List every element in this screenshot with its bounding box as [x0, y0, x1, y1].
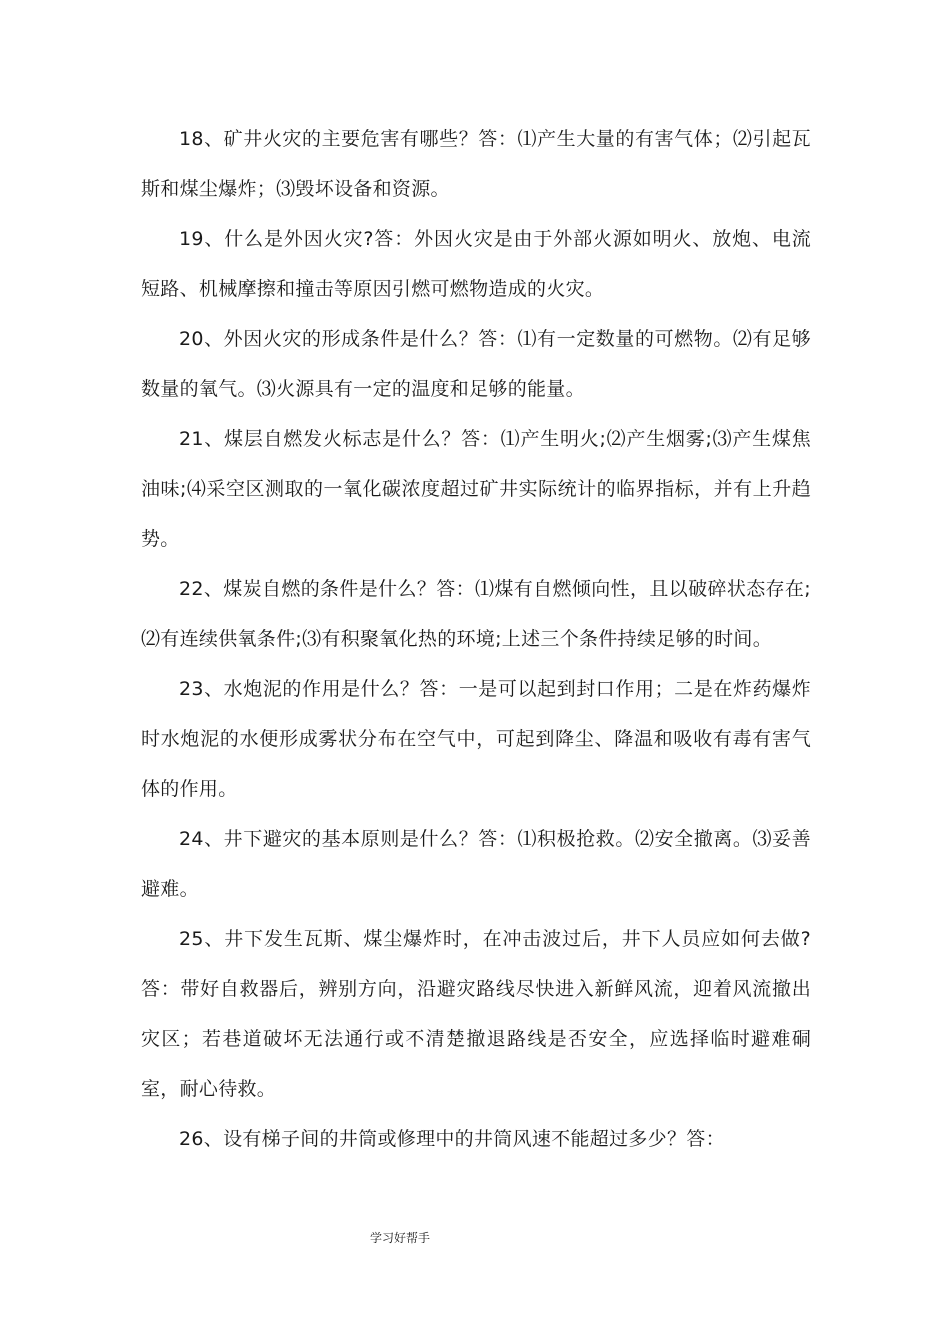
qa-item-22: 22、煤炭自燃的条件是什么？答：⑴煤有自燃倾向性，且以破碎状态存在;⑵有连续供氧条件;⑶有积聚氧化热的环境;上述三个条件持续足够的时间。 — [141, 578, 811, 650]
qa-item-24: 24、井下避灾的基本原则是什么？答：⑴积极抢救。⑵安全撤离。⑶妥善避难。 — [141, 828, 811, 900]
qa-item-25: 25、井下发生瓦斯、煤尘爆炸时，在冲击波过后，井下人员应如何去做?答：带好自救器后，辨别方向，沿避灾路线尽快进入新鲜风流，迎着风流撤出灾区；若巷道破坏无法通行或不清楚撤退路线是否安全，应选择临时避难硐室，耐心待救。 — [141, 928, 811, 1100]
qa-content — [141, 114, 811, 1164]
qa-item-18: 18、矿井火灾的主要危害有哪些？答：⑴产生大量的有害气体；⑵引起瓦斯和煤尘爆炸；⑶毁坏设备和资源。 — [141, 128, 811, 200]
qa-item-21: 21、煤层自燃发火标志是什么？答：⑴产生明火;⑵产生烟雾;⑶产生煤焦油味;⑷采空区测取的一氧化碳浓度超过矿井实际统计的临界指标，并有上升趋势。 — [141, 428, 811, 550]
page-footer: 学习好帮手 — [370, 1231, 431, 1245]
qa-item-26: 26、设有梯子间的井筒或修理中的井筒风速不能超过多少？答： — [179, 1128, 725, 1150]
qa-item-19: 19、什么是外因火灾?答：外因火灾是由于外部火源如明火、放炮、电流短路、机械摩擦和撞击等原因引燃可燃物造成的火灾。 — [141, 228, 811, 300]
qa-item-20: 20、外因火灾的形成条件是什么？答：⑴有一定数量的可燃物。⑵有足够数量的氧气。⑶火源具有一定的温度和足够的能量。 — [141, 328, 811, 400]
qa-item-23: 23、水炮泥的作用是什么？答：一是可以起到封口作用；二是在炸药爆炸时水炮泥的水便形成雾状分布在空气中，可起到降尘、降温和吸收有毒有害气体的作用。 — [141, 678, 811, 800]
